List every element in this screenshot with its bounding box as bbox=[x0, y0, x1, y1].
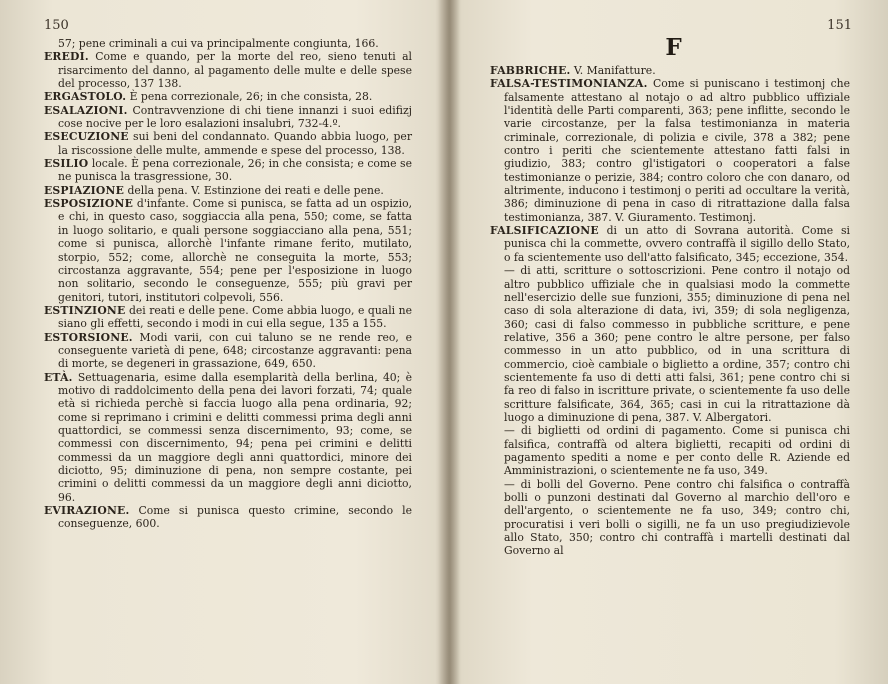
left-page bbox=[0, 0, 440, 684]
headword: EREDI. bbox=[44, 50, 89, 64]
index-entry: FALSA-TESTIMONIANZA. Come si puniscano i testimonj che falsamente attestano al notajo o ad altro pubblico uffiziale l'identità delle Parti comparenti, 363; pene inflitte, secondo le varie circostanze, per la falsa testimonianza in materia criminale, correzionale, di polizia e civile, 378 a 382; pene contro i periti che scientemente attestano fatti falsi in giudizio, 383; contro gl'istigatori o cooperatori a false testimonianze o perizie, 384; contro coloro che con danaro, od altrimente, inducono i testimonj o periti ad occultare la verità, 386; diminuzione di pena in caso di ritrattazione dalla falsa testimonianza, 387. V. Giuramento. Testimonj. bbox=[490, 77, 850, 224]
headword: ESILIO bbox=[44, 157, 89, 171]
headword: ESALAZIONI. bbox=[44, 103, 128, 117]
book-gutter bbox=[438, 0, 460, 684]
headword: ESTORSIONE. bbox=[44, 330, 133, 344]
index-entry: FALSIFICAZIONE di un atto di Sovrana autorità. Come si punisca chi la commette, ovvero contraffà il sigillo dello Stato, o fa scientemente uso dell'atto falsificato, 345; eccezione, 354. bbox=[490, 224, 850, 264]
headword: ERGASTOLO. bbox=[44, 90, 127, 104]
index-column bbox=[44, 37, 412, 531]
dash-mark: — bbox=[504, 477, 515, 491]
index-subentry: — di biglietti od ordini di pagamento. Come si punisca chi falsifica, contraffà od altera biglietti, recapiti od ordini di pagamento spediti a nome e per conto delle R. Aziende ed Amministrazioni, o scientemente ne fa uso, 349. bbox=[504, 424, 850, 478]
headword: ESTINZIONE bbox=[44, 303, 126, 317]
headword: ESPIAZIONE bbox=[44, 183, 125, 197]
index-subentry: — di atti, scritture o sottoscrizioni. Pene contro il notajo od altro pubblico uffiziale che in qualsiasi modo la commette nell'esercizio delle sue funzioni, 355; diminuzione di pena nel caso di sola alterazione di data, ivi, 359; di sola negligenza, 360; casi di falso commesso in pubbliche scritture, e pene relative, 356 a 360; pene contro le altre persone, per falso commesso in un atto pubblico, od in una scrittura di commercio, cioè cambiale o biglietto a ordine, 357; contro chi scientemente fa uso di detti atti falsi, 361; pene contro chi si fa reo di falso in iscritture private, o scientemente fa uso delle scritture falsificate, 364, 365; casi in cui la ritrattazione dà luogo a diminuzione di pena, 387. V. Albergatori. bbox=[504, 264, 850, 424]
headword: ETÀ. bbox=[44, 370, 73, 384]
right-page bbox=[460, 0, 888, 684]
index-entry: ESILIO locale. È pena correzionale, 26; in che consista; e come se ne punisca la trasgressione, 30. bbox=[44, 157, 412, 184]
index-entry: ESECUZIONE sui beni del condannato. Quando abbia luogo, per la riscossione delle multe, ammende e spese del processo, 138. bbox=[44, 130, 412, 157]
headword: ESPOSIZIONE bbox=[44, 197, 134, 211]
index-subentry: — di bolli del Governo. Pene contro chi falsifica o contraffà bolli o punzoni destinati dal Governo al marchio dell'oro e dell'argento, o scientemente ne fa uso, 349; contro chi, procuratisi i veri bolli o sigilli, ne fa un uso pregiudizievole allo Stato, 350; contro chi contraffà i martelli destinati dal Governo al bbox=[504, 477, 850, 558]
index-entry: EREDI. Come e quando, per la morte del reo, sieno tenuti al risarcimento del danno, al pagamento delle multe e delle spese del processo, 137 138. bbox=[44, 50, 412, 91]
index-entry: ESTINZIONE dei reati e delle pene. Come abbia luogo, e quali ne siano gli effetti, secondo i modi in cui ella segue, 135 a 155. bbox=[44, 303, 412, 331]
section-letter: F bbox=[665, 34, 683, 61]
index-entry: ESALAZIONI. Contravvenzione di chi tiene innanzi i suoi edifizj cose nocive per le loro esalazioni insalubri, 732-4.º. bbox=[44, 103, 412, 131]
index-entry: 57; pene criminali a cui va principalmente congiunta, 166. bbox=[58, 37, 379, 50]
index-entry: FABBRICHE. V. Manifatture. bbox=[490, 64, 656, 77]
headword: FALSIFICAZIONE bbox=[490, 224, 599, 238]
headword: FALSA-TESTIMONIANZA. bbox=[490, 77, 648, 91]
index-entry: ESTORSIONE. Modi varii, con cui taluno se ne rende reo, e conseguente varietà di pene, 648; circostanze aggravanti: pena di morte, se degeneri in grassazione, 649, 650. bbox=[44, 330, 412, 371]
headword: EVIRAZIONE. bbox=[44, 504, 130, 518]
headword: FABBRICHE. bbox=[490, 64, 571, 77]
dash-mark: — bbox=[504, 424, 515, 438]
page-number: 151 bbox=[827, 18, 852, 33]
index-column bbox=[490, 64, 850, 558]
dash-mark: — bbox=[504, 264, 515, 278]
index-entry: EVIRAZIONE. Come si punisca questo crimine, secondo le conseguenze, 600. bbox=[44, 504, 412, 531]
page-number: 150 bbox=[44, 18, 69, 33]
index-entry: ESPIAZIONE della pena. V. Estinzione dei reati e delle pene. bbox=[44, 183, 384, 197]
index-entry: ERGASTOLO. È pena correzionale, 26; in che consista, 28. bbox=[44, 90, 373, 104]
index-entry: ESPOSIZIONE d'infante. Come si punisca, se fatta ad un ospizio, e chi, in questo caso, soggiaccia alla pena, 550; come, se fatta in luogo solitario, e quali persone soggiacciano alla pena, 551; come si punisca, allorchè l'infante rimane ferito, mutilato, storpio, 552; come, allorchè ne conseguita la morte, 553; circostanza aggravante, 554; pene per l'esposizione in luogo non solitario, secondo le conseguenze, 555; più gravi per genitori, tutori, institutori colpevoli, 556. bbox=[44, 197, 412, 304]
index-entry: ETÀ. Settuagenaria, esime dalla esemplarità della berlina, 40; è motivo di raddolcimento della pena dei lavori forzati, 74; quale età si richieda perchè si faccia luogo alla pena ordinaria, 92; come si reprimano i crimini e delitti commessi prima degli anni quattordici, se commessi senza discernimento, 93; come, se commessi con discernimento, 94; pena pei crimini e delitti commessi da un maggiore degli anni quattordici, minore dei diciotto, 95; diminuzione di pena, non sempre costante, pei crimini o delitti commessi da un maggiore degli anni diciotto, 96. bbox=[44, 370, 412, 504]
headword: ESECUZIONE bbox=[44, 130, 129, 144]
